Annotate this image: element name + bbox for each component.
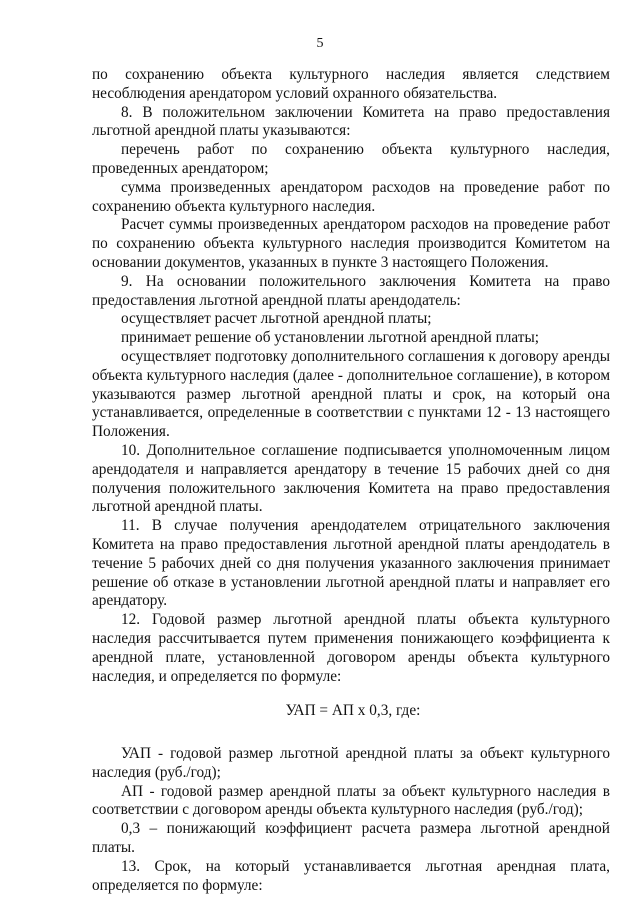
paragraph: осуществляет подготовку дополнительного соглашения к договору аренды объекта культурного наследия (далее - дополнительное соглашение), в котором указываются размер льготной арендной платы и срок, на который она устанавливается, определенные в соответствии с пунктами 12 - 13 настоящего Положения. (92, 347, 610, 441)
paragraph: 13. Срок, на который устанавливается льготная арендная плата, определяется по формуле: (92, 857, 610, 894)
paragraph: 8. В положительном заключении Комитета на право предоставления льготной арендной платы указываются: (92, 103, 610, 140)
paragraph: принимает решение об установлении льготной арендной платы; (121, 329, 540, 347)
paragraph: по сохранению объекта культурного наследия является следствием несоблюдения арендатором условий охранного обязательства. (92, 66, 610, 102)
paragraph: 10. Дополнительное соглашение подписывается уполномоченным лицом арендодателя и направляется арендатору в течение 15 рабочих дней со дня получения положительного заключения Комитета на право предоставления льготной арендной платы. (92, 441, 610, 516)
paragraph: 0,3 – понижающий коэффициент расчета размера льготной арендной платы. (92, 820, 610, 857)
paragraph: Расчет суммы произведенных арендатором расходов на проведение работ по сохранению объекта культурного наследия производится Комитетом на основании документов, указанных в пункте 3 настоящего Положения. (92, 216, 610, 271)
page-number: 5 (316, 36, 324, 51)
paragraph: 12. Годовой размер льготной арендной платы объекта культурного наследия рассчитывается путем применения понижающего коэффициента к арендной плате, установленной договором аренды объекта культурного наследия, и определяется по формуле: (92, 611, 610, 685)
paragraph: перечень работ по сохранению объекта культурного наследия, проведенных арендатором; (92, 141, 610, 177)
document-body (92, 66, 610, 895)
paragraphs-after-formula (92, 745, 610, 895)
paragraph: 11. В случае получения арендодателем отрицательного заключения Комитета на право предоставления льготной арендной платы арендодатель в течение 5 рабочих дней со дня получения указанного заключения принимает решение об отказе в установлении льготной арендной платы и направляет его арендатору. (92, 517, 610, 610)
paragraph: осуществляет расчет льготной арендной платы; (121, 310, 432, 328)
paragraph: 9. На основании положительного заключения Комитета на право предоставления льготной арендной платы арендодатель: (92, 272, 610, 309)
formula: УАП = АП х 0,3, где: (285, 702, 421, 720)
paragraph: УАП - годовой размер льготной арендной платы за объект культурного наследия (руб./год); (92, 745, 610, 781)
paragraph: АП - годовой размер арендной платы за объект культурного наследия в соответствии с договором аренды объекта культурного наследия (руб./год); (92, 782, 610, 819)
paragraph: сумма произведенных арендатором расходов на проведение работ по сохранению объекта культурного наследия. (92, 178, 610, 215)
paragraphs-before-formula (92, 66, 610, 686)
